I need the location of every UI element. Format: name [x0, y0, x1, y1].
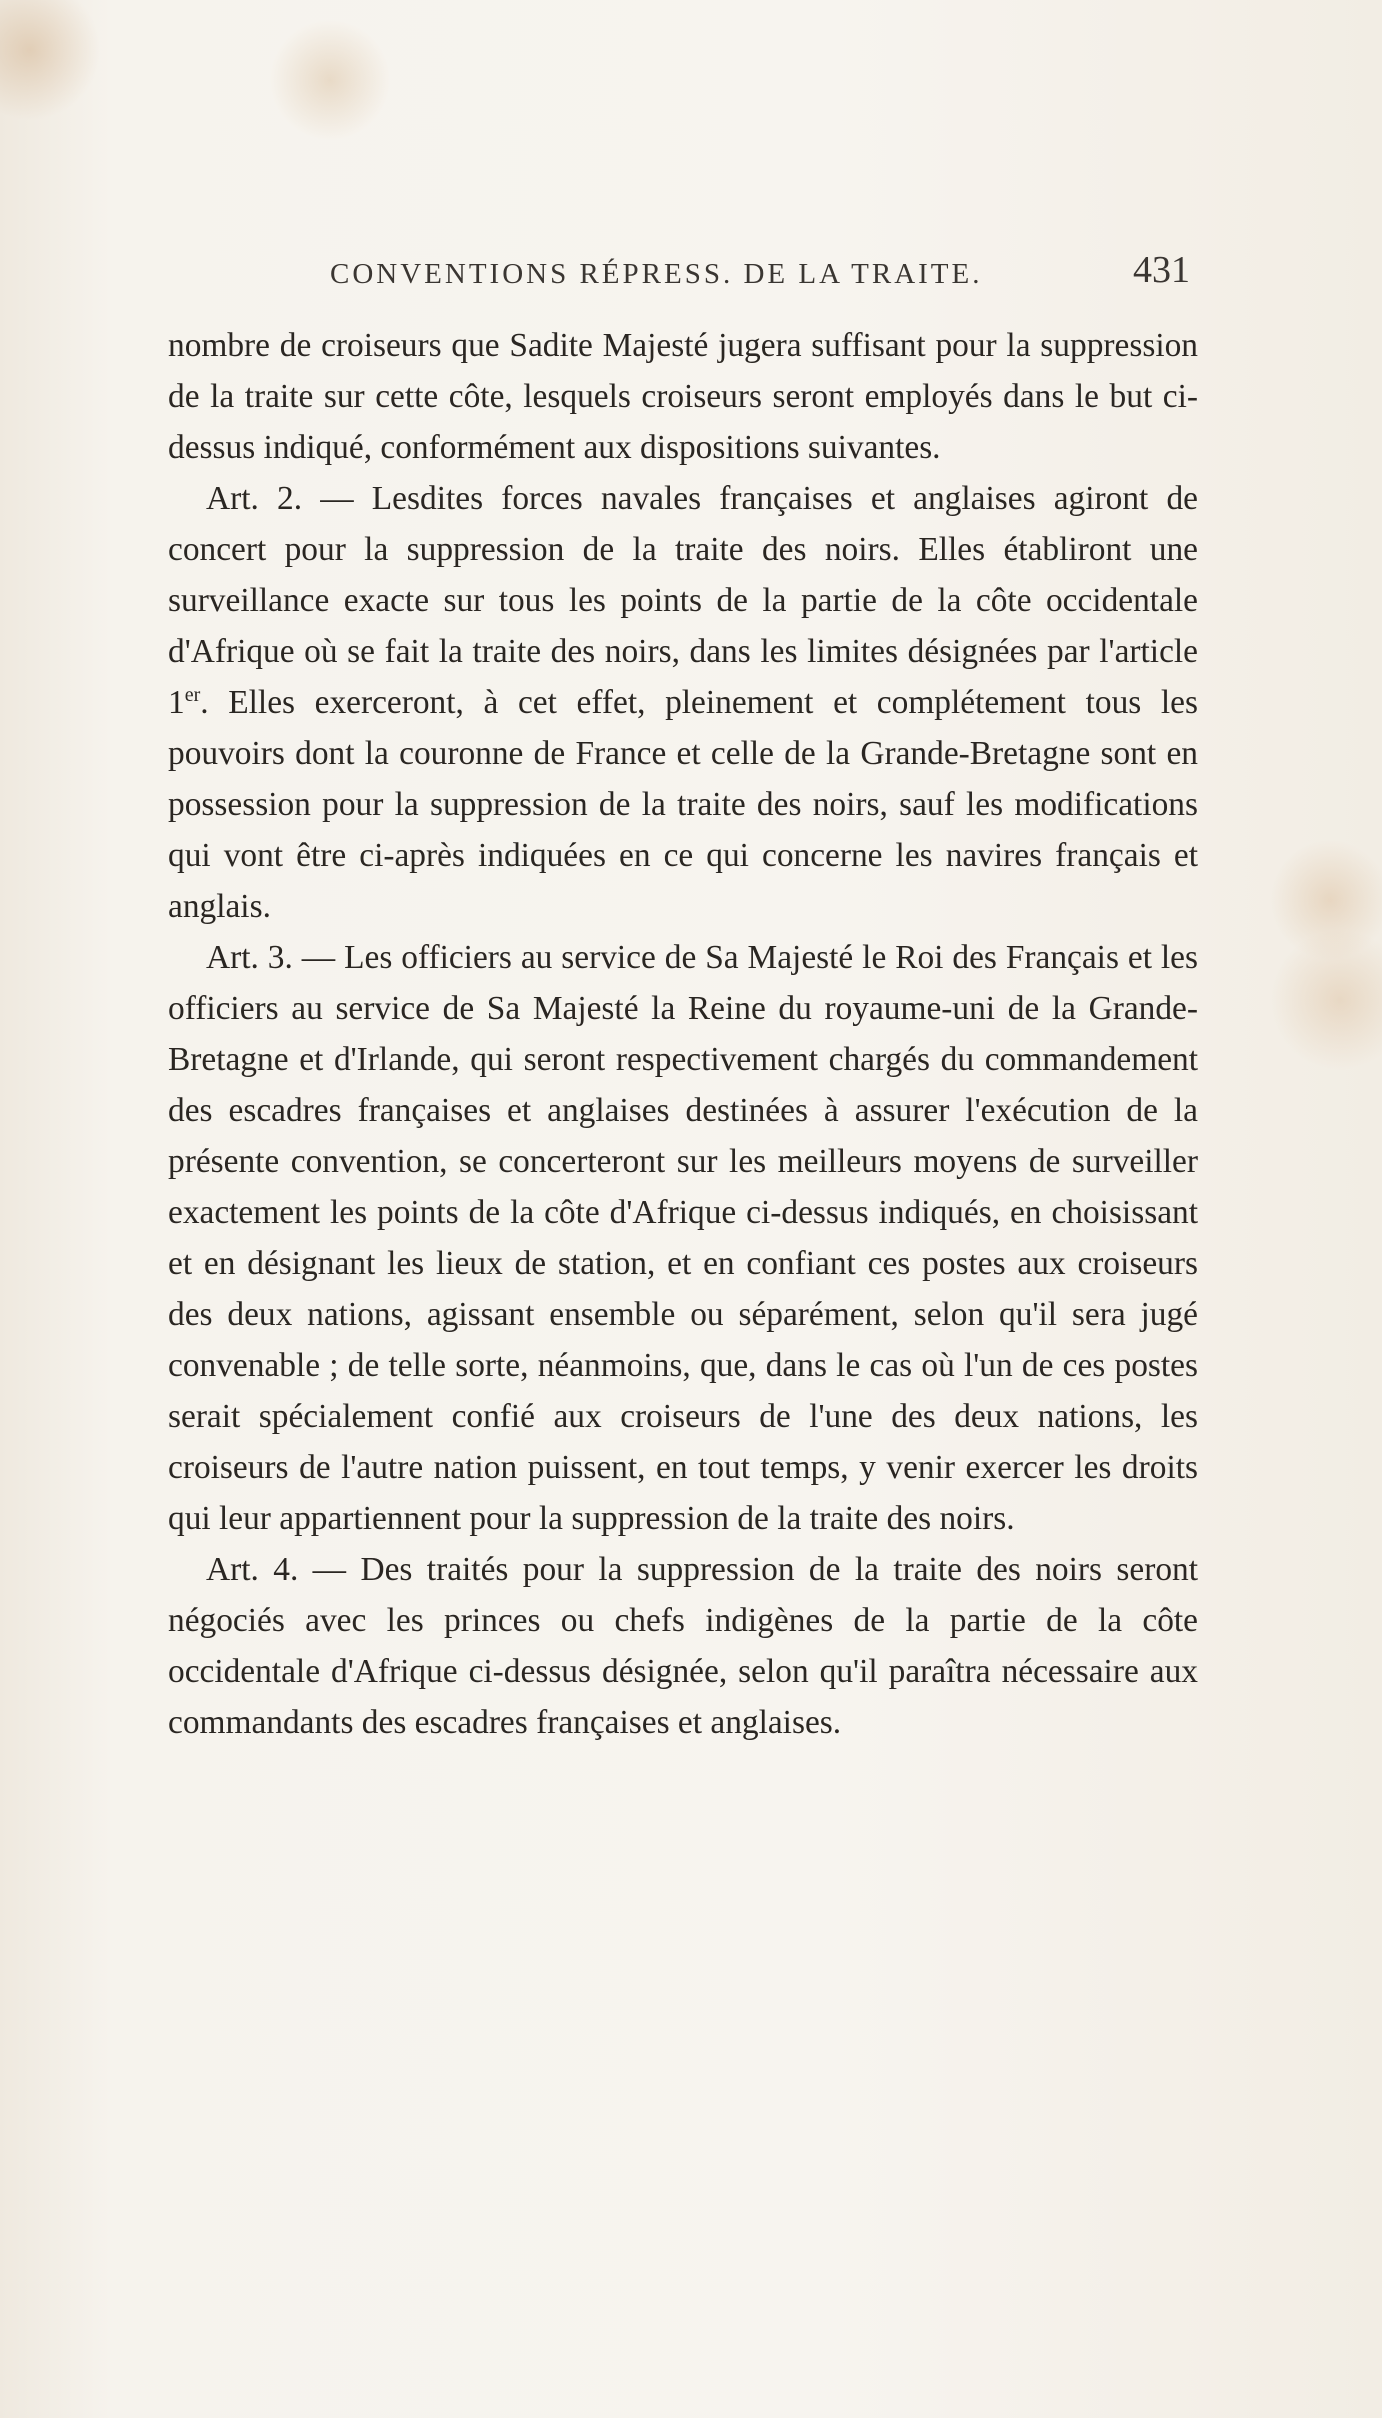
paragraph-text-continued: . Elles exerceront, à cet effet, pleinement et complétement tous les pouvoirs dont la couronne de France et celle de la Grande-Bretagne sont en possession pour la suppression de la traite des noirs, sauf les modifications qui vont être ci-après indiquées en ce qui concerne les navires français et anglais. — [168, 684, 1198, 925]
paragraph-text: Art. 2. — Lesdites forces navales françaises et anglaises agiront de concert pour la suppression de la traite des noirs. Elles établiront une surveillance exacte sur tous les points de la partie de la côte occidentale d'Afrique où se fait la traite des noirs, dans les limites désignées par l'article 1 — [168, 480, 1198, 721]
paragraph-text: nombre de croiseurs que Sadite Majesté jugera suffisant pour la suppression de la traite sur cette côte, lesquels croiseurs seront employés dans le but ci-dessus indiqué, conformément aux dispositions suivantes. — [168, 327, 1198, 466]
ordinal-superscript: er — [184, 683, 201, 706]
paragraph-continuation — [168, 320, 1198, 473]
body-text — [168, 320, 1198, 1748]
page-header — [330, 248, 1190, 298]
paragraph-article-2 — [168, 473, 1198, 932]
paragraph-article-4 — [168, 1544, 1198, 1748]
paragraph-article-3 — [168, 932, 1198, 1544]
paragraph-text: Art. 4. — Des traités pour la suppression de la traite des noirs seront négociés avec les princes ou chefs indigènes de la partie de la côte occidentale d'Afrique ci-dessus désignée, selon qu'il paraîtra nécessaire aux commandants des escadres françaises et anglaises. — [168, 1551, 1198, 1741]
paragraph-text: Art. 3. — Les officiers au service de Sa Majesté le Roi des Français et les officiers au service de Sa Majesté la Reine du royaume-uni de la Grande-Bretagne et d'Irlande, qui seront respectivement chargés du commandement des escadres françaises et anglaises destinées à assurer l'exécution de la présente convention, se concerteront sur les meilleurs moyens de surveiller exactement les points de la côte d'Afrique ci-dessus indiqués, en choisissant et en désignant les lieux de station, et en confiant ces postes aux croiseurs des deux nations, agissant ensemble ou séparément, selon qu'il sera jugé convenable ; de telle sorte, néanmoins, que, dans le cas où l'un de ces postes serait spécialement confié aux croiseurs de l'une des deux nations, les croiseurs de l'autre nation puissent, en tout temps, y venir exercer les droits qui leur appartiennent pour la suppression de la traite des noirs. — [168, 939, 1198, 1537]
running-title: CONVENTIONS RÉPRESS. DE LA TRAITE. — [330, 258, 983, 290]
page-number: 431 — [1133, 249, 1190, 291]
